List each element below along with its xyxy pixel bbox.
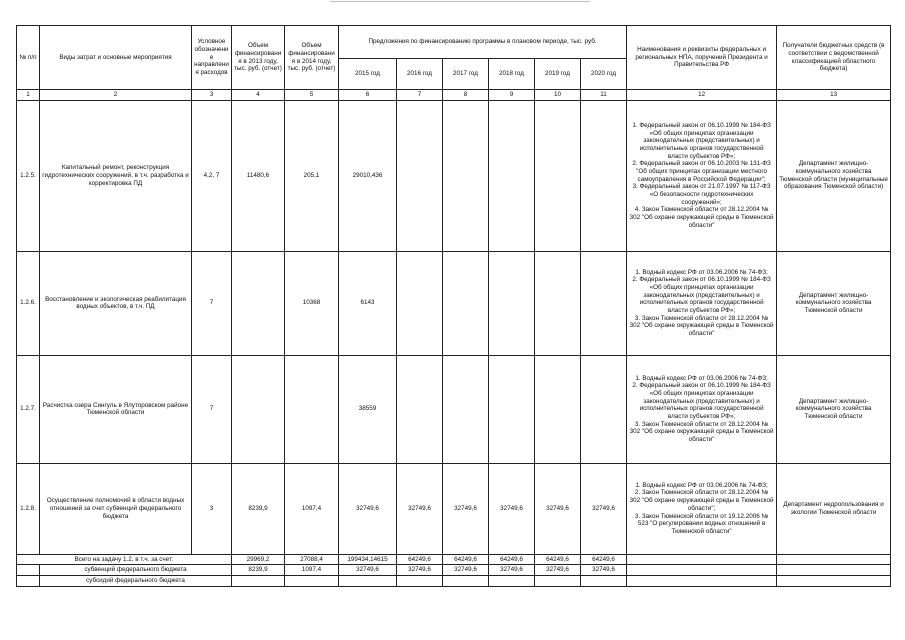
column-number: 5 <box>285 90 339 101</box>
row-y2018 <box>489 251 535 355</box>
row-vol2013 <box>232 355 285 463</box>
table-row <box>17 100 891 251</box>
footer-indent <box>17 565 40 576</box>
row-vol2013 <box>232 251 285 355</box>
header-vol2014: Объем финансирования в 2014 году, тыс. руб. (отчет) <box>285 26 339 90</box>
row-name: Капитальный ремонт, реконструкция гидротехнических сооружений, в т.ч. разработка и корректировка ПД <box>40 100 192 251</box>
footer-recipient <box>777 576 891 587</box>
column-number: 13 <box>777 90 891 101</box>
row-y2015: 32749,6 <box>339 463 397 554</box>
header-proposals: Предложения по финансированию программы в плановом периоде, тыс. руб. <box>339 26 627 59</box>
header-year: 2015 год <box>339 59 397 90</box>
row-name: Осуществление полномочий в области водных отношений за счет субвенций федерального бюджета <box>40 463 192 554</box>
column-number: 6 <box>339 90 397 101</box>
row-y2015: 6143 <box>339 251 397 355</box>
scan-artifact-line <box>330 1 590 2</box>
footer-y2017 <box>443 576 489 587</box>
row-name: Расчистка озера Сингуль в Ялуторовском районе Тюменской области <box>40 355 192 463</box>
column-number: 11 <box>581 90 627 101</box>
row-y2019 <box>535 100 581 251</box>
table-row <box>17 463 891 554</box>
header-year: 2017 год <box>443 59 489 90</box>
row-npa: 1. Водный кодекс РФ от 03.06.2006 № 74-ФЗ; 2. Закон Тюменской области от 28.12.2004 № 302 "Об охране окружающей среды в Тюменской области"; 3. Закон Тюменской области от 19.12.2006 № 523 "О регулировании водных отношений в Тюменской области" <box>627 463 777 554</box>
footer-y2020: 32749,6 <box>581 565 627 576</box>
column-number: 9 <box>489 90 535 101</box>
header-year: 2019 год <box>535 59 581 90</box>
row-num: 1.2.5. <box>17 100 40 251</box>
table-row <box>17 355 891 463</box>
column-number: 7 <box>397 90 443 101</box>
footer-y2020 <box>581 576 627 587</box>
table-row <box>17 251 891 355</box>
row-y2019 <box>535 251 581 355</box>
header-recipients: Получатели бюджетных средств (в соответствии с ведомственной классификацией областного бюджета) <box>777 26 891 90</box>
footer-vol2014: 1097,4 <box>285 565 339 576</box>
header-year: 2020 год <box>581 59 627 90</box>
footer-y2016 <box>397 576 443 587</box>
row-y2016 <box>397 100 443 251</box>
row-y2017 <box>443 355 489 463</box>
header-vol2013: Объем финансирования в 2013 году, тыс. руб. (отчет) <box>232 26 285 90</box>
row-y2020: 32749,6 <box>581 463 627 554</box>
column-number: 2 <box>40 90 192 101</box>
footer-vol2014 <box>285 576 339 587</box>
row-recipient: Департамент жилищно-коммунального хозяйства Тюменской области <box>777 251 891 355</box>
financing-table <box>16 25 891 587</box>
footer-y2020: 64249,6 <box>581 554 627 565</box>
header-row <box>17 26 891 59</box>
row-cond: 7 <box>192 251 232 355</box>
footer-y2016: 64249,6 <box>397 554 443 565</box>
row-y2017: 32749,6 <box>443 463 489 554</box>
footer-label: Всего на задачу 1.2, в т.ч. за счет: <box>17 554 232 565</box>
row-npa: 1. Водный кодекс РФ от 03.06.2006 № 74-ФЗ; 2. Федеральный закон от 06.10.1999 № 184-ФЗ «Об общих принципах организации законодательных (представительных) и исполнительных органов государственной власти субъектов РФ»; 3. Закон Тюменской области от 28.12.2004 № 302 "Об охране окружающей среды в Тюменской области" <box>627 355 777 463</box>
row-y2020 <box>581 355 627 463</box>
footer-row-total <box>17 554 891 565</box>
footer-y2019: 64249,6 <box>535 554 581 565</box>
column-number: 12 <box>627 90 777 101</box>
footer-recipient <box>777 565 891 576</box>
column-number: 1 <box>17 90 40 101</box>
header-year: 2018 год <box>489 59 535 90</box>
footer-y2015: 32749,6 <box>339 565 397 576</box>
row-num: 1.2.7. <box>17 355 40 463</box>
row-y2016 <box>397 355 443 463</box>
row-vol2014: 1097,4 <box>285 463 339 554</box>
row-vol2014: 205,1 <box>285 100 339 251</box>
footer-y2018 <box>489 576 535 587</box>
row-npa: 1. Федеральный закон от 06.10.1999 № 184-ФЗ «Об общих принципах организации законодательных (представительных) и исполнительных органов государственной власти субъектов РФ»; 2. Федеральный закон от 06.10.2003 № 131-ФЗ "Об общих принципах организации местного самоуправления в Российской Федерации"; 3. Федеральный закон от 21.07.1997 № 117-ФЗ «О безопасности гидротехнических сооружений»; 4. Закон Тюменской области от 28.12.2004 № 302 "Об охране окружающей среды в Тюменской области" <box>627 100 777 251</box>
row-y2015: 29010,436 <box>339 100 397 251</box>
footer-npa <box>627 576 777 587</box>
row-num: 1.2.8. <box>17 463 40 554</box>
footer-y2015 <box>339 576 397 587</box>
row-y2019: 32749,6 <box>535 463 581 554</box>
column-number-row <box>17 90 891 101</box>
row-y2015: 38559 <box>339 355 397 463</box>
column-number: 4 <box>232 90 285 101</box>
row-vol2014: 10368 <box>285 251 339 355</box>
footer-y2017: 64249,6 <box>443 554 489 565</box>
header-year: 2016 год <box>397 59 443 90</box>
footer-row-subsidies <box>17 576 891 587</box>
footer-vol2014: 27088,4 <box>285 554 339 565</box>
header-npa: Наименования и реквизиты федеральных и региональных НПА, поручений Президента и Правительства РФ <box>627 26 777 90</box>
header-num: № п/п <box>17 26 40 90</box>
row-npa: 1. Водный кодекс РФ от 03.06.2006 № 74-ФЗ; 2. Федеральный закон от 06.10.1999 № 184-ФЗ «Об общих принципах организации законодательных (представительных) и исполнительных органов государственной власти субъектов РФ»; 3. Закон Тюменской области от 28.12.2004 № 302 "Об охране окружающей среды в Тюменской области" <box>627 251 777 355</box>
row-y2020 <box>581 251 627 355</box>
row-y2018: 32749,6 <box>489 463 535 554</box>
footer-label: субсидий федерального бюджета <box>40 576 232 587</box>
row-y2016: 32749,6 <box>397 463 443 554</box>
footer-y2018: 32749,6 <box>489 565 535 576</box>
header-kind: Виды затрат и основные мероприятия <box>40 26 192 90</box>
footer-row-subventions <box>17 565 891 576</box>
footer-npa <box>627 554 777 565</box>
header-cond: Условное обозначение направления расходов <box>192 26 232 90</box>
row-y2017 <box>443 251 489 355</box>
row-cond: 7 <box>192 355 232 463</box>
row-y2017 <box>443 100 489 251</box>
row-cond: 4,2, 7 <box>192 100 232 251</box>
footer-y2018: 64249,6 <box>489 554 535 565</box>
footer-npa <box>627 565 777 576</box>
row-num: 1.2.6. <box>17 251 40 355</box>
row-y2018 <box>489 355 535 463</box>
footer-vol2013: 29969,2 <box>232 554 285 565</box>
row-y2020 <box>581 100 627 251</box>
footer-y2019 <box>535 576 581 587</box>
row-vol2013: 8239,9 <box>232 463 285 554</box>
footer-y2016: 32749,6 <box>397 565 443 576</box>
footer-vol2013: 8239,9 <box>232 565 285 576</box>
footer-recipient <box>777 554 891 565</box>
row-recipient: Департамент жилищно-коммунального хозяйства Тюменской области (муниципальные образования Тюменской области) <box>777 100 891 251</box>
row-y2016 <box>397 251 443 355</box>
row-vol2014 <box>285 355 339 463</box>
footer-indent <box>17 576 40 587</box>
column-number: 10 <box>535 90 581 101</box>
footer-y2017: 32749,6 <box>443 565 489 576</box>
row-y2019 <box>535 355 581 463</box>
footer-y2019: 32749,6 <box>535 565 581 576</box>
column-number: 8 <box>443 90 489 101</box>
row-name: Восстановление и экологическая реабилитация водных объектов, в т.ч. ПД <box>40 251 192 355</box>
footer-vol2013 <box>232 576 285 587</box>
row-recipient: Департамент недропользования и экологии Тюменской области <box>777 463 891 554</box>
row-recipient: Департамент жилищно-коммунального хозяйства Тюменской области <box>777 355 891 463</box>
row-cond: 3 <box>192 463 232 554</box>
footer-label: субвенций федерального бюджета <box>40 565 232 576</box>
footer-y2015: 199434,14615 <box>339 554 397 565</box>
row-y2018 <box>489 100 535 251</box>
column-number: 3 <box>192 90 232 101</box>
row-vol2013: 11480,6 <box>232 100 285 251</box>
